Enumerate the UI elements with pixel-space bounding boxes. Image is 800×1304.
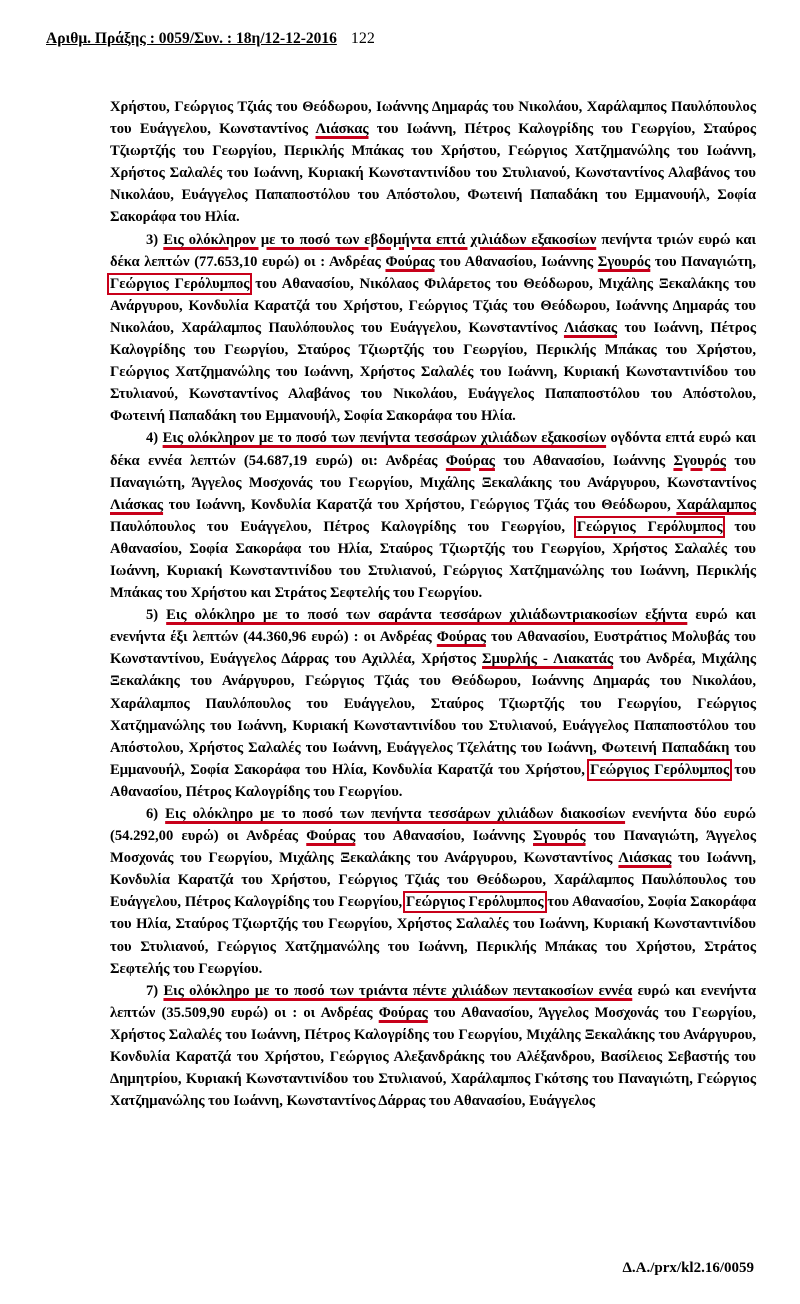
paragraph — [110, 229, 756, 428]
paragraph-text: του Ιωάννη, Κονδυλία Καρατζά του Χρήστου, Γεώργιος Τζιάς του Θεόδωρου, Χαράλαμπος Παυλόπουλος του Ευάγγελου, Πέτρος Καλογρίδης του Γεωργίου, — [110, 850, 756, 911]
paragraph-text: του Παναγιώτη, Άγγελος Μοσχονάς του Γεωργίου, Μιχάλης Ξεκαλάκης του Ανάργυρου, Κωνσταντίνος — [110, 452, 756, 491]
underlined-text: Σγουρός — [673, 452, 726, 469]
underlined-text: Λιάσκας — [618, 850, 672, 867]
paragraph-text: 5) — [146, 607, 167, 624]
underlined-text: Εις ολόκληρον με το ποσό των εβδομήντα επτά χιλιάδων εξακοσίων — [163, 231, 597, 248]
paragraph-text: του Αθανασίου, Ευστράτιος Μολυβάς του Κωνσταντίνου, Ευάγγελος Δάρρας του Αχιλλέα, Χρήστος — [110, 629, 756, 668]
paragraph-text: του Ανδρέα, Μιχάλης Ξεκαλάκης του Ανάργυρου, Γεώργιος Τζιάς του Θεόδωρου, Ιωάννης Δημαράς του Νικολάου, Χαράλαμπος Παυλόπουλος του Ευάγγελου, Σταύρος Τζιωρτζής του Γεωργίου, Γεώργιος Χατζημανώλης του Ιωάννη, Κυριακή Κωνσταντινίδου του Στυλιανού, Ευάγγελος Παπαποστόλου του Απόστολου, Χρήστος Σαλαλές του Ιωάννη, Ευάγγελος Τζελάτης του Ιωάννη, Φωτεινή Παπαδάκη του Εμμανουήλ, Σοφία Σακοράφα του Ηλία, Κονδυλία Καρατζά του Χρήστου, — [110, 651, 757, 778]
paragraph-text: του Αθανασίου, Νικόλαος Φιλάρετος του Θεόδωρου, Μιχάλης Ξεκαλάκης του Ανάργυρου, Κονδυλία Καρατζά του Χρήστου, Γεώργιος Τζιάς του Θεόδωρου, Ιωάννης Δημαράς του Νικολάου, Χαράλαμπος Παυλόπουλος του Ευάγγελου, Κωνσταντίνος — [110, 275, 756, 336]
paragraph-text: του Αθανασίου, Σοφία Σακοράφα του Ηλία, Σταύρος Τζιωρτζής του Γεωργίου, Χρήστος Σαλαλές του Ιωάννη, Κυριακή Κωνσταντινίδου του Στυλιανού, Γεώργιος Χατζημανώλης του Ιωάννη, Περικλής Μπάκας του Χρήστου, Στράτος Σεφτελής του Γεωργίου. — [110, 894, 757, 977]
underlined-text: Εις ολόκληρο με το ποσό των πενήντα τεσσάρων χιλιάδων διακοσίων — [165, 806, 626, 822]
paragraph-text: του Ιωάννη, Πέτρος Καλογρίδης του Γεωργίου, Σταύρος Τζιωρτζής του Γεωργίου, Περικλής Μπάκας του Χρήστου, Γεώργιος Χατζημανώλης του Ιωάννη, Χρήστος Σαλαλές του Ιωάννη, Κυριακή Κωνσταντινίδου του Στυλιανού, Κωνσταντίνος Αλαβάνος του Νικολάου, Ευάγγελος Παπαποστόλου του Απόστολου, Φωτεινή Παπαδάκη του Εμμανουήλ, Σοφία Σακοράφα του Ηλία. — [110, 319, 756, 425]
paragraph-text: ενενήντα δύο ευρώ (54.292,00 ευρώ) οι Ανδρέας — [110, 806, 756, 845]
paragraph-text: του Παναγιώτη, Άγγελος Μοσχονάς του Γεωργίου, Μιχάλης Ξεκαλάκης του Ανάργυρου, Κωνσταντίνος — [110, 828, 757, 867]
paragraph-text: του Ιωάννη, Κονδυλία Καρατζά του Χρήστου, Γεώργιος Τζιάς του Θεόδωρου, — [163, 496, 677, 513]
paragraph-text: 3) — [146, 231, 164, 248]
paragraph — [110, 427, 756, 604]
underlined-text: Σμυρλής - Λιακατάς — [482, 651, 614, 668]
paragraph-text: του Αθανασίου, Σοφία Σακοράφα του Ηλία, Σταύρος Τζιωρτζής του Γεωργίου, Χρήστος Σαλαλές του Ιωάννη, Κυριακή Κωνσταντινίδου του Στυλιανού, Γεώργιος Χατζημανώλης του Ιωάννη, Περικλής Μπάκας του Χρήστου και Στράτος Σεφτελής του Γεωργίου. — [110, 518, 756, 602]
paragraph-text: του Αθανασίου, Ιωάννης — [355, 828, 534, 845]
boxed-name: Γεώργιος Γερόλυμπος — [406, 894, 544, 911]
underlined-text: Εις ολόκληρον με το ποσό των πενήντα τεσσάρων χιλιάδων εξακοσίων — [162, 430, 607, 447]
underlined-text: Εις ολόκληρο με το ποσό των σαράντα τεσσάρων χιλιάδωντριακοσίων εξήντα — [166, 607, 688, 624]
paragraph — [110, 604, 756, 803]
boxed-name: Γεώργιος Γερόλυμπος — [576, 518, 723, 535]
underlined-text: Σγουρός — [533, 828, 586, 845]
act-reference: Αριθμ. Πράξης : 0059/Συν. : 18η/12-12-2016 — [46, 30, 337, 47]
underlined-text: Εις ολόκληρο με το ποσό των τριάντα πέντε χιλιάδων πεντακοσίων εννέα — [163, 982, 633, 999]
paragraph-text: 4) — [146, 430, 163, 447]
paragraph-text: του Παναγιώτη, — [650, 253, 756, 270]
underlined-text: Σγουρός — [597, 253, 651, 270]
underlined-text: Λιάσκας — [563, 319, 617, 336]
paragraph-text: του Αθανασίου, Πέτρος Καλογρίδης του Γεωργίου. — [110, 761, 756, 800]
paragraph — [110, 980, 756, 1113]
page-number: 122 — [350, 30, 375, 47]
underlined-text: Λιάσκας — [315, 121, 369, 138]
underlined-text: Φούρας — [445, 452, 495, 469]
document-code: Δ.Α./prx/kl2.16/0059 — [622, 1260, 754, 1276]
paragraph — [110, 803, 756, 980]
boxed-name: Γεώργιος Γερόλυμπος — [110, 275, 250, 292]
underlined-text: Λιάσκας — [110, 496, 164, 513]
paragraph-text: ευρώ και ενενήντα λεπτών (35.509,90 ευρώ) οι : οι Ανδρέας — [110, 982, 756, 1021]
paragraph-text: ογδόντα επτά ευρώ και δέκα εννέα λεπτών (54.687,19 ευρώ) οι: Ανδρέας — [110, 430, 756, 469]
paragraph-text: 6) — [146, 806, 166, 822]
paragraph — [110, 96, 756, 229]
document-body — [110, 96, 756, 1112]
paragraph-text: ευρώ και ενενήντα έξι λεπτών (44.360,96 ευρώ) : οι Ανδρέας — [110, 607, 756, 646]
boxed-name: Γεώργιος Γερόλυμπος — [590, 761, 730, 778]
paragraph-text: του Αθανασίου, Ιωάννης — [494, 452, 674, 469]
underlined-text: Φούρας — [378, 1004, 428, 1021]
paragraph-text: του Αθανασίου, Άγγελος Μοσχονάς του Γεωργίου, Χρήστος Σαλαλές του Ιωάννη, Πέτρος Καλογρίδης του Γεωργίου, Μιχάλης Ξεκαλάκης του Ανάργυρου, Κονδυλία Καρατζά του Χρήστου, Γεώργιος Αλεξανδράκης του Αλέξανδρου, Βασίλειος Σεβαστής του Δημητρίου, Κυριακή Κωνσταντινίδου του Στυλιανού, Χαράλαμπος Γκότσης του Παναγιώτη, Γεώργιος Χατζημανώλης του Ιωάννη, Κωνσταντίνος Δάρρας του Αθανασίου, Ευάγγελος — [110, 1004, 756, 1110]
paragraph-text: του Ιωάννη, Πέτρος Καλογρίδης του Γεωργίου, Σταύρος Τζιωρτζής του Γεωργίου, Περικλής Μπάκας του Χρήστου, Γεώργιος Χατζημανώλης του Ιωάννη, Χρήστος Σαλαλές του Ιωάννη, Κυριακή Κωνσταντινίδου του Στυλιανού, Κωνσταντίνος Αλαβάνος του Νικολάου, Ευάγγελος Παπαποστόλου του Απόστολου, Φωτεινή Παπαδάκη του Εμμανουήλ, Σοφία Σακοράφα του Ηλία. — [110, 121, 756, 226]
paragraph-text: Χρήστου, Γεώργιος Τζιάς του Θεόδωρου, Ιωάννης Δημαράς του Νικολάου, Χαράλαμπος Παυλόπουλος του Ευάγγελου, Κωνσταντίνος — [110, 99, 756, 138]
paragraph-text: 7) — [146, 982, 164, 999]
underlined-text: Φούρας — [306, 828, 356, 845]
paragraph-text: του Αθανασίου, Ιωάννης — [434, 253, 598, 270]
underlined-text: Χαράλαμπος — [676, 496, 756, 513]
paragraph-text: πενήντα τριών ευρώ και δέκα λεπτών (77.653,10 ευρώ) οι : Ανδρέας — [110, 231, 756, 270]
page-header — [46, 30, 375, 48]
underlined-text: Φούρας — [385, 253, 435, 270]
paragraph-text: Παυλόπουλος του Ευάγγελου, Πέτρος Καλογρίδης του Γεωργίου, — [110, 518, 577, 535]
underlined-text: Φούρας — [436, 629, 486, 646]
